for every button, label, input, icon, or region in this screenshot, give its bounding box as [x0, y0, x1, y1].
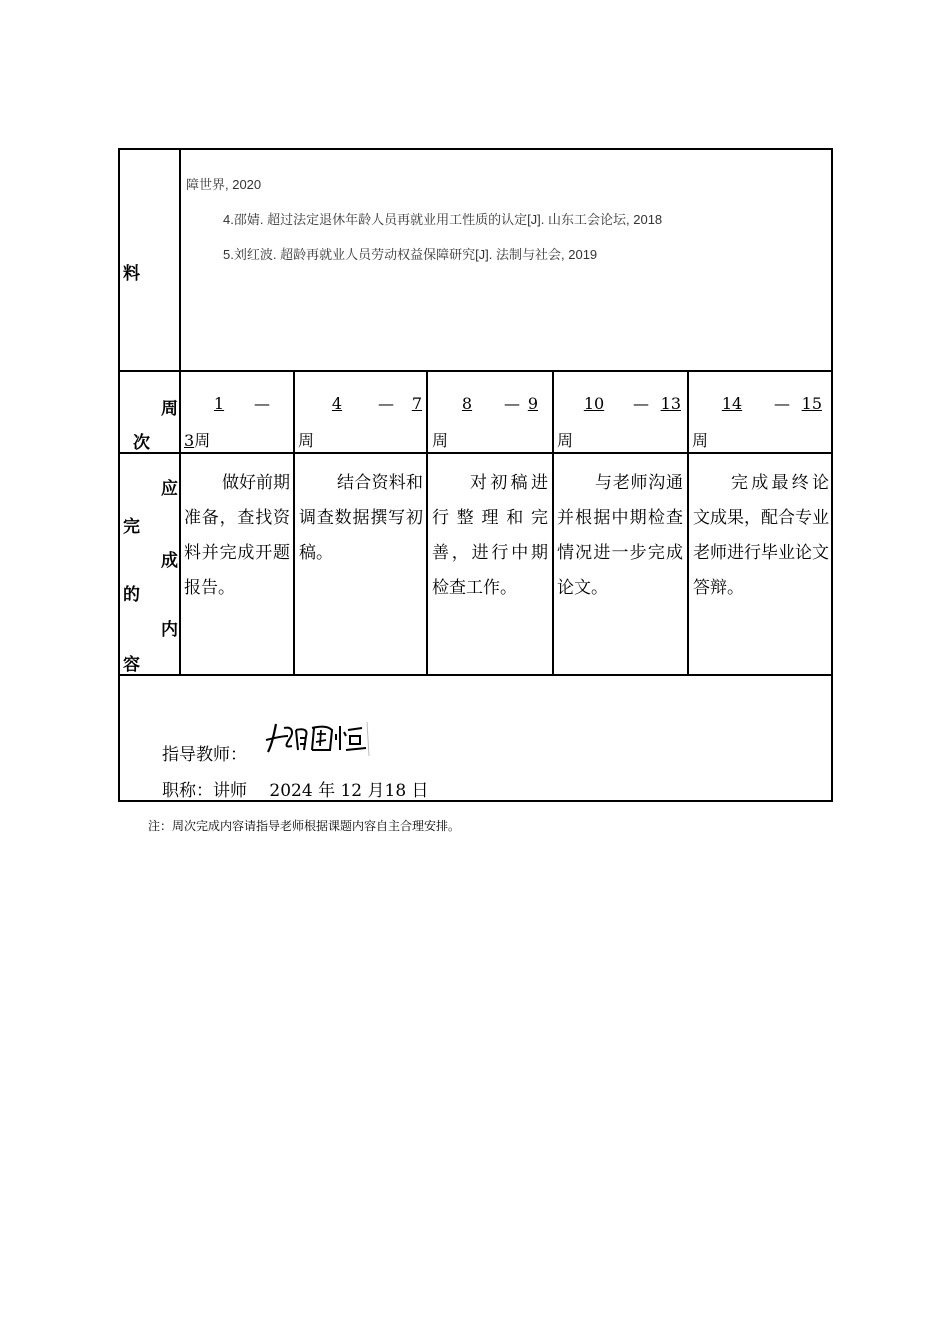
- reference-line-3: 5.刘红波. 超龄再就业人员劳动权益保障研究[J]. 法制与社会, 2019: [223, 247, 598, 262]
- week-unit-5: 周: [692, 431, 709, 450]
- label-column-divider: [179, 148, 181, 676]
- col-divider-2: [426, 370, 428, 676]
- content-label-char: 内: [161, 620, 178, 640]
- week-to: 7: [411, 394, 422, 413]
- week-content-3: 对初稿进行整理和完善，进行中期检查工作。: [432, 473, 548, 598]
- week-range-1: [184, 394, 270, 413]
- col-divider-3: [552, 370, 554, 676]
- week-content-5: 完成最终论文成果，配合专业老师进行毕业论文答辩。: [693, 473, 829, 598]
- week-range-5: [692, 394, 822, 413]
- reference-line-2: 4.邵婧. 超过法定退休年龄人员再就业用工性质的认定[J]. 山东工会论坛, 2018: [223, 212, 663, 227]
- week-to: 13: [660, 394, 681, 413]
- row-divider-1: [118, 370, 833, 372]
- week-dash: —: [774, 394, 790, 413]
- week-unit-3: 周: [432, 431, 449, 450]
- content-label-char: 容: [123, 655, 140, 675]
- week-dash: —: [633, 394, 649, 413]
- week-from: 1: [213, 394, 225, 413]
- week-range-3: [432, 394, 538, 413]
- signature-image: [262, 716, 376, 758]
- week-to: 15: [801, 394, 822, 413]
- week-content-2: 结合资料和调查数据撰写初稿。: [299, 473, 423, 563]
- col-divider-1: [293, 370, 295, 676]
- content-label-char: 完: [123, 517, 140, 537]
- week-to: 9: [527, 394, 538, 413]
- week-from: 8: [461, 394, 473, 413]
- week-content-1: 做好前期准备，查找资料并完成开题报告。: [184, 473, 290, 598]
- advisor-signature: [262, 716, 376, 758]
- week-range-2: [298, 394, 422, 413]
- table-note: 注：周次完成内容请指导老师根据课题内容自主合理安排。: [148, 819, 461, 833]
- content-label-char: 成: [161, 551, 178, 571]
- week-dash: —: [504, 394, 520, 413]
- week-content-4: 与老师沟通并根据中期检查情况进一步完成论文。: [557, 473, 683, 598]
- week-unit-2: 周: [298, 431, 315, 450]
- week-to: 3: [184, 431, 195, 450]
- content-label-char: 应: [161, 479, 178, 499]
- week-end-1: [184, 428, 210, 451]
- week-dash: —: [378, 394, 394, 413]
- materials-label: 料: [123, 264, 140, 284]
- week-unit: 周: [194, 431, 211, 450]
- row-divider-3: [118, 674, 833, 676]
- week-from: 14: [721, 394, 743, 413]
- week-label-bottom: 次: [133, 433, 150, 453]
- reference-line-1: 障世界, 2020: [186, 177, 262, 192]
- week-from: 10: [583, 394, 605, 413]
- advisor-label: 指导教师：: [162, 745, 247, 765]
- week-label-top: 周: [161, 399, 178, 419]
- week-range-4: [557, 394, 681, 413]
- week-unit-4: 周: [557, 431, 574, 450]
- week-from: 4: [331, 394, 343, 413]
- content-label-char: 的: [123, 585, 140, 605]
- col-divider-4: [687, 370, 689, 676]
- week-dash: —: [254, 394, 270, 413]
- row-divider-2: [118, 452, 833, 454]
- title-and-date: 职称：讲师 2024 年 12 月18 日: [162, 781, 429, 801]
